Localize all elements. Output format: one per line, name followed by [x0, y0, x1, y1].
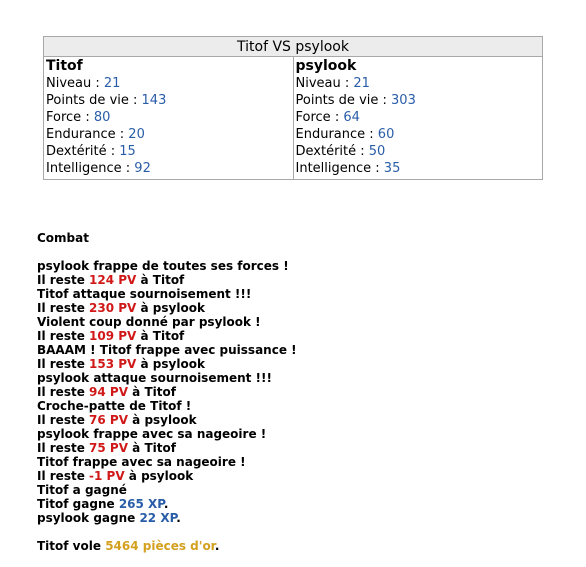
stat-value: 143 — [141, 93, 167, 108]
xp-gain: Titof gagne 265 XP. — [37, 497, 169, 511]
combat-action: Titof attaque sournoisement !!! — [37, 287, 252, 301]
xp-value: 22 XP — [139, 511, 177, 525]
stat-force: Force : 64 — [295, 110, 360, 125]
combat-heading: Combat — [37, 231, 89, 245]
hp-remaining: Il reste 94 PV à Titof — [37, 385, 176, 399]
fighter-column-left — [44, 57, 294, 180]
fighter-name: Titof — [46, 58, 83, 74]
hp-value: 75 PV — [89, 441, 128, 455]
hp-remaining: Il reste 76 PV à psylook — [37, 413, 197, 427]
hp-remaining: Il reste -1 PV à psylook — [37, 469, 194, 483]
stat-points-de-vie: Points de vie : 143 — [46, 93, 167, 108]
hp-value: 124 PV — [89, 273, 137, 287]
stat-value: 92 — [134, 161, 151, 176]
hp-value: 230 PV — [89, 301, 137, 315]
gold-value: 5464 pièces d'or — [105, 539, 215, 553]
stat-endurance: Endurance : 60 — [295, 127, 395, 142]
stat-intelligence: Intelligence : 35 — [295, 161, 401, 176]
hp-value: 76 PV — [89, 413, 128, 427]
stat-value: 15 — [119, 144, 136, 159]
combat-action: psylook frappe de toutes ses forces ! — [37, 259, 289, 273]
stat-value: 64 — [343, 110, 360, 125]
stat-endurance: Endurance : 20 — [46, 127, 145, 142]
stat-value: 50 — [368, 144, 386, 159]
combat-action: Violent coup donné par psylook ! — [37, 315, 261, 329]
combat-action: BAAAM ! Titof frappe avec puissance ! — [37, 343, 297, 357]
stat-value: 80 — [93, 110, 111, 125]
stat-points-de-vie: Points de vie : 303 — [295, 93, 416, 108]
combat-action: Croche-patte de Titof ! — [37, 399, 192, 413]
winner-line: Titof a gagné — [37, 483, 127, 497]
hp-remaining: Il reste 75 PV à Titof — [37, 441, 176, 455]
stat-value: 303 — [391, 93, 416, 108]
stat-value: 21 — [353, 76, 370, 91]
hp-remaining: Il reste 109 PV à Titof — [37, 329, 185, 343]
combat-action: Titof frappe avec sa nageoire ! — [37, 455, 246, 469]
loot-line: Titof vole 5464 pièces d'or. — [37, 539, 220, 553]
stat-intelligence: Intelligence : 92 — [46, 161, 151, 176]
stat-force: Force : 80 — [46, 110, 111, 125]
combat-action: psylook frappe avec sa nageoire ! — [37, 427, 267, 441]
hp-remaining: Il reste 124 PV à Titof — [37, 273, 185, 287]
stat-value: 60 — [377, 127, 395, 142]
hp-value: 153 PV — [89, 357, 137, 371]
stat-value: 20 — [128, 127, 145, 142]
versus-title: Titof VS psylook — [44, 37, 543, 57]
hp-value: 94 PV — [89, 385, 128, 399]
hp-value: 109 PV — [89, 329, 137, 343]
hp-value: -1 PV — [89, 469, 125, 483]
hp-remaining: Il reste 153 PV à psylook — [37, 357, 205, 371]
hp-remaining: Il reste 230 PV à psylook — [37, 301, 205, 315]
stat-niveau: Niveau : 21 — [46, 76, 121, 91]
stat-dexterite: Dextérité : 15 — [46, 144, 136, 159]
combat-action: psylook attaque sournoisement !!! — [37, 371, 272, 385]
versus-table — [43, 36, 543, 180]
fighter-column-right — [293, 57, 543, 180]
stat-value: 21 — [103, 76, 121, 91]
xp-value: 265 XP — [118, 497, 164, 511]
stat-value: 35 — [383, 161, 401, 176]
combat-log — [37, 231, 297, 553]
fighter-name: psylook — [295, 58, 357, 74]
spacer — [37, 525, 297, 539]
stat-dexterite: Dextérité : 50 — [295, 144, 386, 159]
xp-gain: psylook gagne 22 XP. — [37, 511, 181, 525]
stat-niveau: Niveau : 21 — [295, 76, 370, 91]
